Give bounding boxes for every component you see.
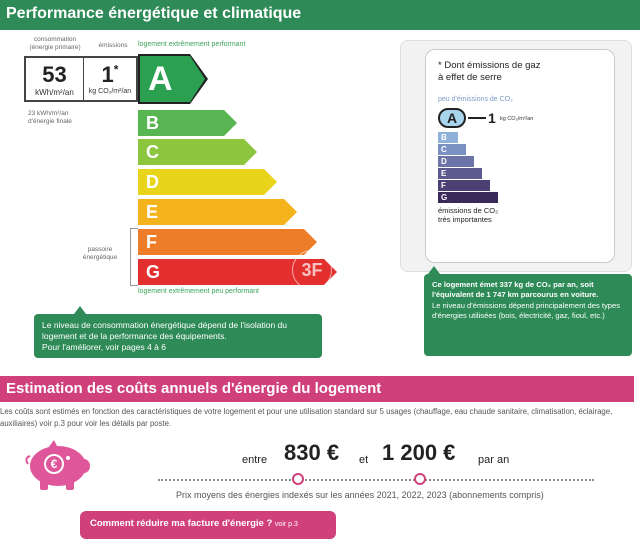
price-high: 1 200 € — [382, 440, 456, 465]
dpe-value-box — [24, 56, 138, 102]
ghg-bar-g: G — [438, 192, 498, 203]
ghg-info-bold: Ce logement émet 337 kg de CO₂ par an, soit l'équivalent de 1 747 km parcourus en voiture. — [432, 280, 599, 299]
class-bar-e: E — [138, 199, 284, 225]
info-pointer — [74, 306, 86, 314]
ghg-inner-card — [425, 49, 615, 263]
reduce-bill-label: Comment réduire ma facture d'énergie ? — [90, 518, 273, 529]
ghg-bar-d: D — [438, 156, 474, 167]
watermark-logo: 3F — [292, 250, 332, 290]
ghg-value: 1 — [488, 110, 496, 126]
prices-note: Prix moyens des énergies indexés sur les années 2021, 2022, 2023 (abonnements compris) — [176, 490, 544, 500]
consumption-label: consommation (énergie primaire) — [29, 36, 81, 51]
passoire-bracket — [130, 228, 138, 286]
annual-costs-description: Les coûts sont estimés en fonction des caractéristiques de votre logement et pour une utilisation standard sur 5 usages (chauffage, eau chaude sanitaire, climatisation, éclairage, auxiliaires) voir p.3 pour voir les détails par poste. — [0, 407, 613, 428]
top-performance-label: logement extrêmement performant — [138, 41, 246, 48]
energy-info-box: Le niveau de consommation énergétique dépend de l'isolation du logement et de la performance des équipements. Pour l'améliorer, voir pages 4 à 6 — [34, 314, 322, 358]
primary-energy-unit: kWh/m²/an — [35, 88, 74, 97]
ghg-info-pointer — [428, 266, 440, 274]
price-low: 830 € — [284, 440, 340, 465]
ghg-high-label: émissions de CO₂ très importantes — [438, 206, 499, 224]
price-low-marker — [292, 473, 304, 485]
final-energy-label: 23 kWh/m²/an d'énergie finale — [28, 110, 72, 125]
euro-symbol: € — [44, 454, 64, 474]
price-range-line — [158, 479, 594, 481]
ghg-pointer-line — [468, 117, 486, 119]
grade-a-arrow-tip — [190, 56, 205, 102]
class-bar-g: G — [138, 259, 324, 285]
piggy-bank-icon — [22, 436, 92, 492]
emissions-label: émissions — [98, 42, 128, 49]
reduce-bill-button[interactable] — [80, 511, 336, 539]
ghg-bar-c: C — [438, 144, 466, 155]
bottom-performance-label: logement extrêmement peu performant — [138, 288, 260, 295]
class-bar-c: C — [138, 139, 244, 165]
passoire-label: passoire énergétique — [82, 246, 118, 261]
primary-energy-cell — [26, 58, 84, 100]
emission-unit: kg CO₂/m²/an — [88, 88, 132, 95]
class-bar-b: B — [138, 110, 224, 136]
emission-value: 1* — [101, 62, 119, 87]
ghg-low-label: peu d'émissions de CO₂ — [438, 96, 513, 103]
reduce-bill-page-ref: voir p.3 — [274, 521, 298, 528]
emission-cell — [84, 58, 136, 100]
price-par-an: par an — [478, 454, 510, 466]
ghg-bar-f: F — [438, 180, 490, 191]
ghg-info-box — [424, 274, 632, 356]
price-high-marker — [414, 473, 426, 485]
ghg-grade-badge: A — [438, 108, 466, 128]
price-et: et — [359, 454, 369, 466]
ghg-title: * Dont émissions de gaz à effet de serre — [438, 60, 541, 83]
ghg-info-text: Le niveau d'émissions dépend principalement des types d'énergies utilisées (bois, électricité, gaz, fioul, etc.) — [432, 301, 621, 320]
ghg-bar-e: E — [438, 168, 482, 179]
annual-costs-title: Estimation des coûts annuels d'énergie du logement — [0, 376, 634, 402]
ghg-panel — [400, 40, 632, 272]
class-bar-f: F — [138, 229, 304, 255]
primary-energy-value: 53 — [42, 62, 67, 87]
ghg-unit: kg CO₂/m²/an — [500, 116, 534, 122]
grade-a-badge: A — [138, 54, 190, 104]
ghg-bar-b: B — [438, 132, 458, 143]
class-bar-d: D — [138, 169, 264, 195]
price-entre: entre — [242, 454, 268, 466]
energy-performance-title: Performance énergétique et climatique — [0, 0, 640, 30]
